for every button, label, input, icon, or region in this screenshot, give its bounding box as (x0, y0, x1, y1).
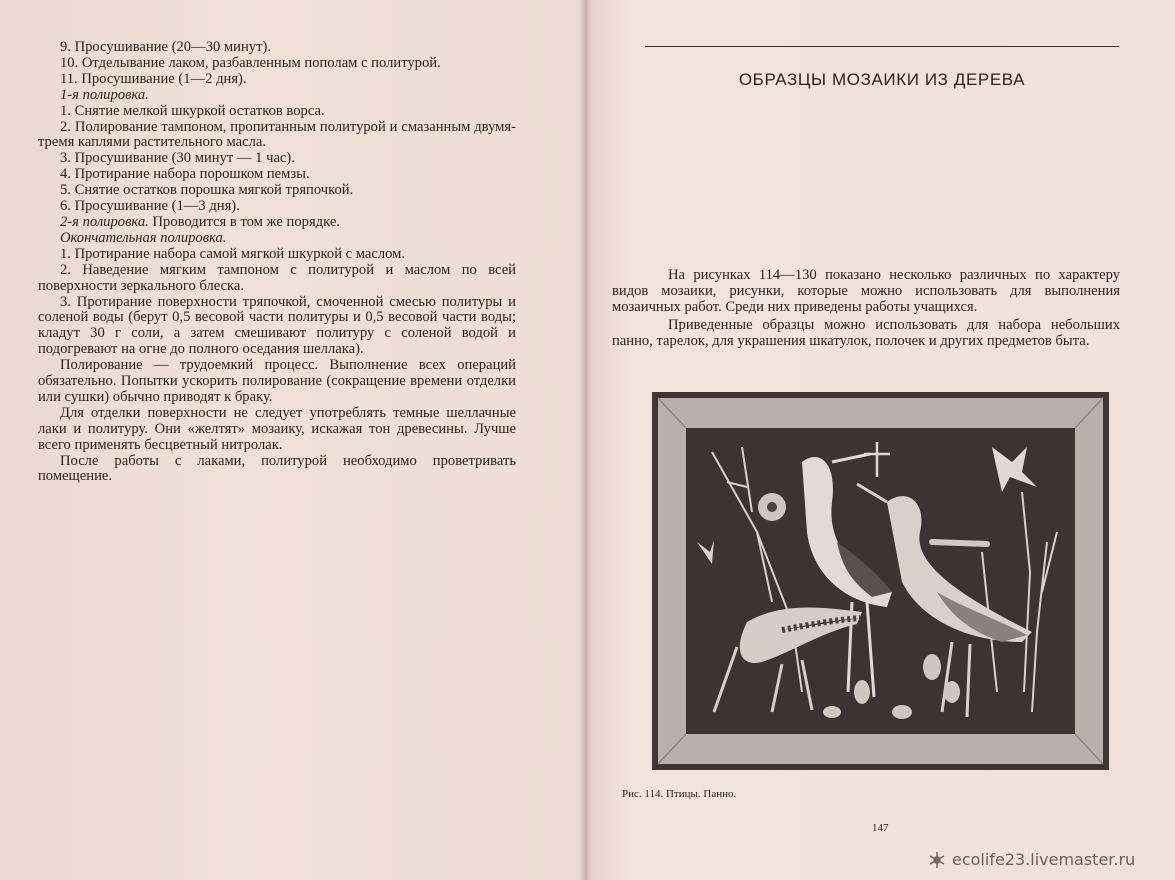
dragonfly-right-icon (932, 542, 987, 544)
step-6: 6. Просушивание (1—3 дня). (60, 198, 240, 215)
step-11: 11. Просушивание (1—2 дня). (60, 70, 247, 87)
step-5: 5. Снятие остатков порошка мягкой тряпочкой. (60, 182, 354, 199)
step-1: 1. Снятие мелкой шкуркой остатков ворса. (60, 102, 325, 119)
header-rule (645, 46, 1119, 47)
step-3: 3. Просушивание (30 минут — 1 час). (60, 150, 295, 167)
step-4: 4. Протирание набора порошком пемзы. (60, 166, 310, 183)
step-2: 2. Полирование тампоном, пропитанным политурой и смазанным двумя-тремя каплями растительного масла. (38, 118, 516, 151)
watermark-text: ecolife23.livemaster.ru (952, 850, 1136, 869)
section-title: ОБРАЗЦЫ МОЗАИКИ ИЗ ДЕРЕВА (738, 70, 1026, 89)
right-page-text (612, 267, 1120, 351)
heading-final-polish: Окончательная полировка. (60, 229, 227, 246)
usage-paragraph: Приведенные образцы можно использовать для набора небольших панно, тарелок, для украшения шкатулок, полочек и других предметов быта. (612, 317, 1120, 349)
snowflake-icon (928, 851, 946, 869)
final-step-3: 3. Протирание поверхности тряпочкой, смоченной смесью политуры и соленой воды (берут 0,5 весовой части политуры и 0,5 весовой части воды; кладут 30 г соли, а затем смешивают политуру с соленой водой и подогревают на огне до полного оседания шеллака). (38, 293, 516, 358)
second-polish-line (38, 215, 516, 231)
final-step-2: 2. Наведение мягким тампоном с политурой и маслом по всей поверхности зеркального блеска. (38, 261, 516, 294)
watermark (928, 850, 1135, 869)
birds-panel-figure (652, 392, 1109, 770)
page-number: 147 (872, 822, 889, 834)
heading-first-polish: 1-я полировка. (60, 86, 149, 103)
second-polish-note: Проводится в том же порядке. (148, 213, 340, 230)
left-page-text (38, 40, 516, 485)
paragraph-ventilate: После работы с лаками, политурой необходимо проветривать помещение. (38, 452, 516, 485)
figure-caption: Рис. 114. Птицы. Панно. (622, 788, 737, 800)
birds-panel-illustration (652, 392, 1109, 770)
intro-paragraph: На рисунках 114—130 показано несколько различных по характеру видов мозаики, рисунки, которые можно использовать для выполнения мозаичных работ. Среди них приведены работы учащихся. (612, 267, 1120, 315)
paragraph-labor: Полирование — трудоемкий процесс. Выполнение всех операций обязательно. Попытки ускорить полирование (сокращение времени отделки или сушки) обычно приводят к браку. (38, 357, 516, 405)
step-10: 10. Отделывание лаком, разбавленным пополам с политурой. (60, 54, 441, 71)
heading-second-polish: 2-я полировка. (60, 213, 149, 230)
book-spine (578, 0, 592, 880)
final-step-1: 1. Протирание набора самой мягкой шкуркой с маслом. (60, 245, 406, 262)
paragraph-varnish: Для отделки поверхности не следует употреблять темные шеллачные лаки и политуру. Они «желтят» мозаику, искажая тон древесины. Лучше всего применять бесцветный нитролак. (38, 404, 516, 453)
step-9: 9. Просушивание (20—30 минут). (60, 39, 271, 55)
